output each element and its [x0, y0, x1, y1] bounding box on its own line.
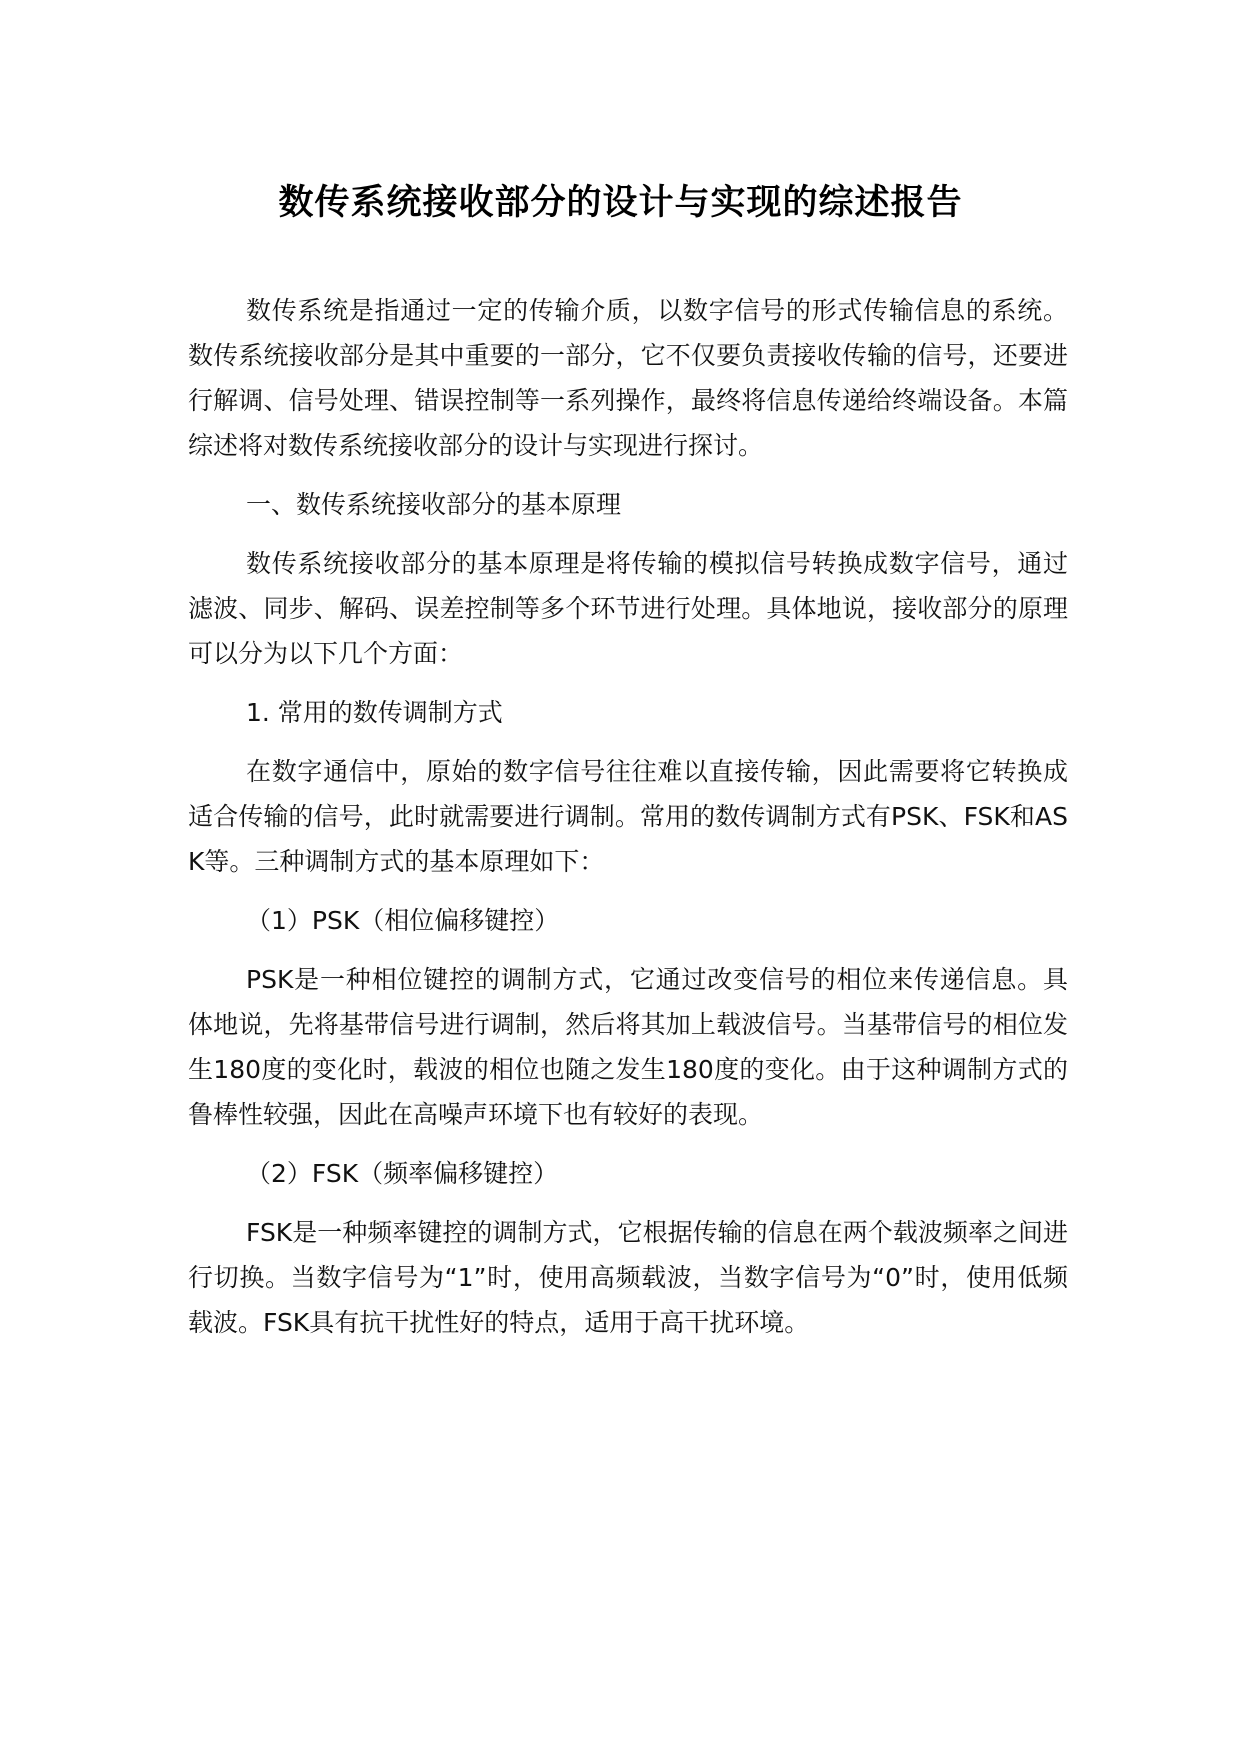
subsection-heading-modulation: 1. 常用的数传调制方式	[246, 698, 503, 727]
item-heading-fsk: （2）FSK（频率偏移键控）	[246, 1159, 559, 1188]
document-title: 数传系统接收部分的设计与实现的综述报告	[278, 183, 963, 223]
paragraph-fsk: FSK是一种频率键控的调制方式，它根据传输的信息在两个载波频率之间进行切换。当数字信号为“1”时，使用高频载波，当数字信号为“0”时，使用低频载波。FSK具有抗干扰性好的特点，适用于高干扰环境。	[188, 1218, 1068, 1337]
item-heading-psk: （1）PSK（相位偏移键控）	[246, 906, 560, 935]
section-heading-principles: 一、数传系统接收部分的基本原理	[246, 490, 622, 519]
document-body	[188, 288, 1068, 1359]
paragraph-psk: PSK是一种相位键控的调制方式，它通过改变信号的相位来传递信息。具体地说，先将基带信号进行调制，然后将其加上载波信号。当基带信号的相位发生180度的变化时，载波的相位也随之发生180度的变化。由于这种调制方式的鲁棒性较强，因此在高噪声环境下也有较好的表现。	[188, 965, 1068, 1129]
paragraph-modulation: 在数字通信中，原始的数字信号往往难以直接传输，因此需要将它转换成适合传输的信号，此时就需要进行调制。常用的数传调制方式有PSK、FSK和ASK等。三种调制方式的基本原理如下：	[188, 757, 1068, 876]
paragraph-principles: 数传系统接收部分的基本原理是将传输的模拟信号转换成数字信号，通过滤波、同步、解码、误差控制等多个环节进行处理。具体地说，接收部分的原理可以分为以下几个方面：	[188, 549, 1068, 668]
paragraph-intro: 数传系统是指通过一定的传输介质，以数字信号的形式传输信息的系统。数传系统接收部分是其中重要的一部分，它不仅要负责接收传输的信号，还要进行解调、信号处理、错误控制等一系列操作，最终将信息传递给终端设备。本篇综述将对数传系统接收部分的设计与实现进行探讨。	[188, 296, 1068, 460]
